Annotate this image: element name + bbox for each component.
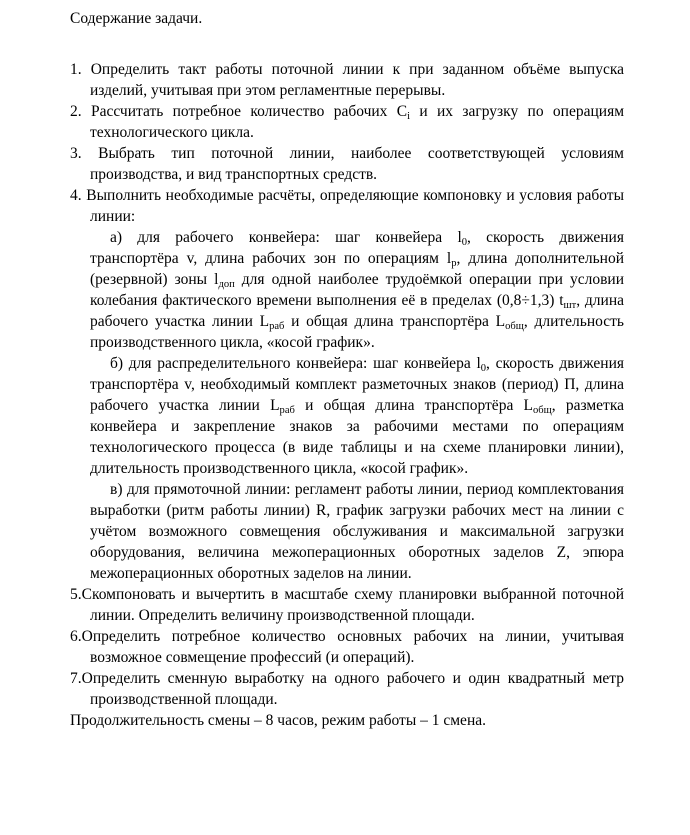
subscript: раб: [269, 320, 285, 332]
footer-note: Продолжительность смены – 8 часов, режим работы – 1 смена.: [70, 712, 486, 729]
subscript: раб: [279, 404, 295, 416]
item-number: 5.: [70, 586, 82, 603]
list-item: 1. Определить такт работы поточной линии к при заданном объёме выпуска изделий, учитывая при этом регламентные перерывы.: [70, 61, 625, 99]
list-item: 7.Определить сменную выработку на одного рабочего и один квадратный метр производственной площади.: [70, 670, 624, 708]
item-number: 4.: [70, 187, 87, 204]
subscript: 0: [480, 362, 487, 374]
item-number: 2.: [70, 103, 91, 120]
item-number: 3.: [70, 145, 99, 162]
sub-paragraph: а) для рабочего конвейера: шаг конвейера $l_0$, скорость движения транспортёра v, длина рабочих зон по операциям $l_р$, длина дополнительной (резервной) зоны $l_{доп}$ для одной наиболее трудоёмкой операции при условии колебания фактического времени выполнения её в пределах (0,8÷1,3) $t_{шт}$, длина рабочего участка линии $L_{раб}$ и общая длина транспортёра $L_{общ}$, длительность производственного цикла, «косой график».: [90, 229, 625, 351]
subscript: 0: [461, 236, 468, 248]
sub-paragraph: в) для прямоточной линии: регламент работы линии, период комплектования выработки (ритм работы линии) R, график загрузки рабочих мест на линии с учётом возможного совмещения обслуживания и максимальной загрузки оборудования, величина межоперационных оборотных заделов Z, эпюра межоперационных оборотных заделов на линии.: [90, 481, 624, 582]
list-item: 5.Скомпоновать и вычертить в масштабе схему планировки выбранной поточной линии. Определить величину производственной площади.: [70, 586, 624, 624]
subscript: общ: [533, 404, 552, 416]
list-item: 2. Рассчитать потребное количество рабочих $C_i$ и их загрузку по операциям технологического цикла.: [70, 103, 625, 141]
subscript: р: [451, 257, 457, 269]
subscript: доп: [218, 278, 235, 290]
task-list: [70, 59, 624, 710]
subscript: общ: [505, 320, 524, 332]
subscript: i: [407, 110, 411, 122]
sub-paragraph: б) для распределительного конвейера: шаг конвейера $l_0$, скорость движения транспортёра v, необходимый комплект разметочных знаков (период) П, длина рабочего участка линии $L_{раб}$ и общая длина транспортёра $L_{общ}$, разметка конвейера и закрепление знаков за рабочими местами по операциям технологического процесса (в виде таблицы и на схеме планировки линии), длительность производственного цикла, «косой график».: [90, 355, 625, 477]
item-number: 6.: [70, 628, 82, 645]
list-item: 3. Выбрать тип поточной линии, наиболее соответствующей условиям производства, и вид транспортных средств.: [70, 145, 624, 183]
list-item: 4. Выполнить необходимые расчёты, определяющие компоновку и условия работы линии:: [70, 187, 624, 225]
list-item: 6.Определить потребное количество основных рабочих на линии, учитывая возможное совмещение профессий (и операций).: [70, 628, 624, 666]
item-number: 1.: [70, 61, 91, 78]
page-title: Содержание задачи.: [70, 10, 203, 27]
item-number: 7.: [70, 670, 82, 687]
subscript: шт: [563, 299, 577, 311]
